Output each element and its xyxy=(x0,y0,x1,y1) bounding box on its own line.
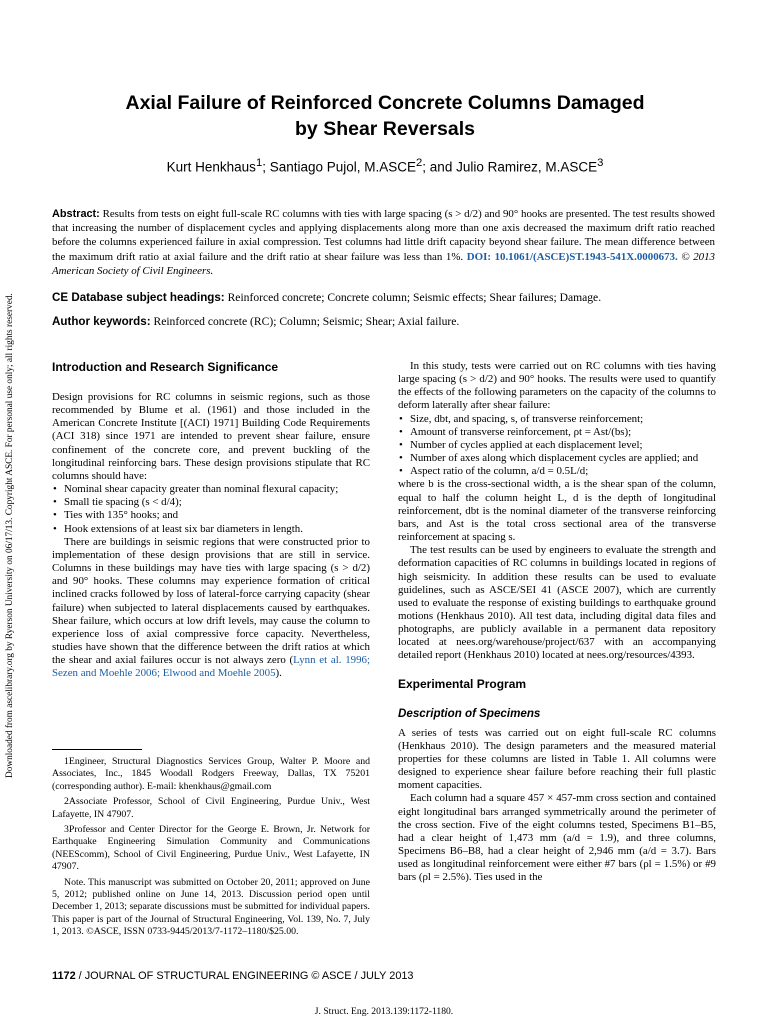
list-item: • Nominal shear capacity greater than nominal flexural capacity; xyxy=(52,483,370,496)
list-item: • Ties with 135° hooks; and xyxy=(52,509,370,522)
list-item: • Number of cycles applied at each displacement level; xyxy=(398,439,716,452)
design-provisions-list xyxy=(52,483,370,536)
author-1: Kurt Henkhaus xyxy=(166,159,256,175)
results-paragraph: The test results can be used by engineers to evaluate the strength and deformation capacities of RC columns in buildings located in regions of high seismicity. In addition these results can be used to evaluate guidelines, such as ASCE/SEI 41 (ASCE 2007), which are currently used to evaluate the response of existing buildings to earthquake ground motions (Henkhaus 2010). All test data, including digital data files and photographs, are publicly available in a permanent data repository located at nees.org/warehouse/project/637 with an accompanying detailed report (Henkhaus 2010) located at nees.org/resources/4393. xyxy=(398,544,716,662)
doi-label: DOI: xyxy=(466,250,491,263)
list-item: • Aspect ratio of the column, a/d = 0.5L/d; xyxy=(398,465,716,478)
abstract-text: Results from tests on eight full-scale RC columns with ties with large spacing (s > d/2) and 90° hooks are presented. The test results showed that increasing the number of displacement cycles and applying displacements along more than one axis decreased the maximum drift ratio reached before the columns experienced failure in axial compression. Test columns had little drift capacity beyond shear failure. The mean difference between the maximum drift ratio at axial failure and the drift ratio at shear failure was less than 1%. xyxy=(52,208,715,263)
paper-title xyxy=(60,90,710,142)
author-2: ; Santiago Pujol, M.ASCE xyxy=(262,159,417,175)
copyright-notice: © 2013 American Society of Civil Engineers. xyxy=(52,250,715,277)
footnote-2: 2Associate Professor, School of Civil Engineering, Purdue Univ., West Lafayette, IN 47907. xyxy=(52,796,370,820)
right-column xyxy=(398,360,716,884)
title-line-1: Axial Failure of Reinforced Concrete Columns Damaged xyxy=(125,92,645,114)
title-line-2: by Shear Reversals xyxy=(295,118,475,140)
reference-links[interactable]: Lynn et al. 1996; Sezen and Moehle 2006; Elwood and Moehle 2005 xyxy=(52,654,370,680)
footnote-3: 3Professor and Center Director for the George E. Brown, Jr. Network for Earthquake Engineering Simulation Community and Communications (NEEScomm), School of Civil Engineering, Purdue Univ., West Lafayette, IN 47907. xyxy=(52,824,370,873)
affiliation-mark-3: 3 xyxy=(597,157,604,169)
list-item: • Amount of transverse reinforcement, ρt = Ast/(bs); xyxy=(398,426,716,439)
list-item: • Number of axes along which displacement cycles are applied; and xyxy=(398,452,716,465)
author-keywords-text: Reinforced concrete (RC); Column; Seismic; Shear; Axial failure. xyxy=(150,315,460,328)
page-number: 1172 xyxy=(52,970,76,982)
intro-paragraph-2 xyxy=(52,536,370,681)
subject-headings-label: CE Database subject headings: xyxy=(52,291,225,304)
citation-line: J. Struct. Eng. 2013.139:1172-1180. xyxy=(314,1006,454,1017)
manuscript-note: Note. This manuscript was submitted on October 20, 2011; approved on June 5, 2012; published online on June 14, 2013. Discussion period open until December 1, 2013; separate discussions must be submitted for individual papers. This paper is part of the Journal of Structural Engineering, Vol. 139, No. 7, July 1, 2013. ©ASCE, ISSN 0733-9445/2013/7-1172–1180/$25.00. xyxy=(52,876,370,938)
list-item: • Hook extensions of at least six bar diameters in length. xyxy=(52,523,370,536)
subject-headings xyxy=(52,291,715,305)
paragraph-end: ). xyxy=(275,667,282,680)
author-3: ; and Julio Ramirez, M.ASCE xyxy=(422,159,598,175)
download-notice: Downloaded from ascelibrary.org by Ryerson University on 06/17/13. Copyright ASCE. For personal use only; all rights reserved. xyxy=(5,293,15,778)
author-list xyxy=(60,154,710,177)
list-item: • Size, dbt, and spacing, s, of transverse reinforcement; xyxy=(398,413,716,426)
list-item: • Small tie spacing (s < d/4); xyxy=(52,496,370,509)
definitions-paragraph: where b is the cross-sectional width, a is the shear span of the column, equal to half the column height L, d is the depth of longitudinal reinforcement, dbt is the nominal diameter of the transverse reinforcing bars, and Ast is the total cross sectional area of the transverse reinforcement at spacing s. xyxy=(398,478,716,544)
abstract xyxy=(52,207,715,278)
experimental-program-heading: Experimental Program xyxy=(398,676,527,691)
subject-headings-text: Reinforced concrete; Concrete column; Seismic effects; Shear failures; Damage. xyxy=(224,291,602,304)
abstract-label: Abstract: xyxy=(52,208,100,220)
doi-link[interactable]: 10.1061/(ASCE)ST.1943-541X.0000673. xyxy=(490,250,678,263)
page-footer xyxy=(52,970,452,982)
affiliation-mark-1: 1 xyxy=(255,157,263,169)
author-keywords xyxy=(52,315,715,329)
specimens-paragraph-2: Each column had a square 457 × 457-mm cross section and contained eight longitudinal bars arranged symmetrically around the perimeter of the cross section. Five of the eight columns tested, Specimens B1–B5, had a clear height of 1,473 mm (a/d = 1.9), and three columns, Specimens B6–B8, had a clear height of 2,946 mm (a/d = 3.7). Bars used as longitudinal reinforcement were either #7 bars (ρl = 1.5%) or #9 bars (ρl = 2.5%). Ties used in the xyxy=(398,792,716,884)
author-keywords-label: Author keywords: xyxy=(52,315,151,328)
affiliation-mark-2: 2 xyxy=(416,157,423,169)
specimens-paragraph-1: A series of tests was carried out on eight full-scale RC columns (Henkhaus 2010). The design parameters and the measured material properties for these columns are listed in Table 1. All columns were designed to experience shear failure before reaching their full plastic moment capacities. xyxy=(398,726,716,792)
journal-info: / JOURNAL OF STRUCTURAL ENGINEERING © ASCE / JULY 2013 xyxy=(75,970,414,982)
paragraph-text: There are buildings in seismic regions that were constructed prior to implementation of these design provisions that are still in service. Columns in these buildings may have ties with large spacing (s > d/2) and 90° hooks. These columns may experience formation of critical inclined cracks followed by loss of lateral-force carrying capacity (shear failure) when subjected to lateral displacements caused by earthquakes. Shear failure, which occurs at low drift levels, may cause the column to experience loss of axial compressive force capacity. Nevertheless, studies have shown that the difference between the drift ratios at which the shear and axial failures occur is not always zero ( xyxy=(52,535,370,667)
intro-paragraph-1: Design provisions for RC columns in seismic regions, such as those recommended by Blume et al. (1961) and those included in the American Concrete Institute [(ACI) 1971] Building Code Requirements (ACI 318) since 1971 are intended to prevent shear failure, ensure confinement of the concrete core, and prevent buckling of the longitudinal reinforcing bars. These design provisions stipulate that RC columns should have: xyxy=(52,391,370,482)
footnotes xyxy=(52,756,370,942)
left-column xyxy=(52,360,370,680)
study-paragraph: In this study, tests were carried out on RC columns with ties having large spacing (s > d/2) and 90° hooks. The results were used to quantify the effects of the following parameters on the capacity of the columns to deform laterally after shear failure: xyxy=(398,360,716,412)
footnote-divider xyxy=(52,749,142,750)
specimens-subheading: Description of Specimens xyxy=(398,706,541,720)
parameters-list xyxy=(398,413,716,479)
intro-heading: Introduction and Research Significance xyxy=(52,360,279,374)
footnote-1: 1Engineer, Structural Diagnostics Services Group, Walter P. Moore and Associates, Inc., 1845 Woodall Rodgers Freeway, Dallas, TX 75201 (corresponding author). E-mail: khenkhaus@gmail.com xyxy=(52,756,370,792)
